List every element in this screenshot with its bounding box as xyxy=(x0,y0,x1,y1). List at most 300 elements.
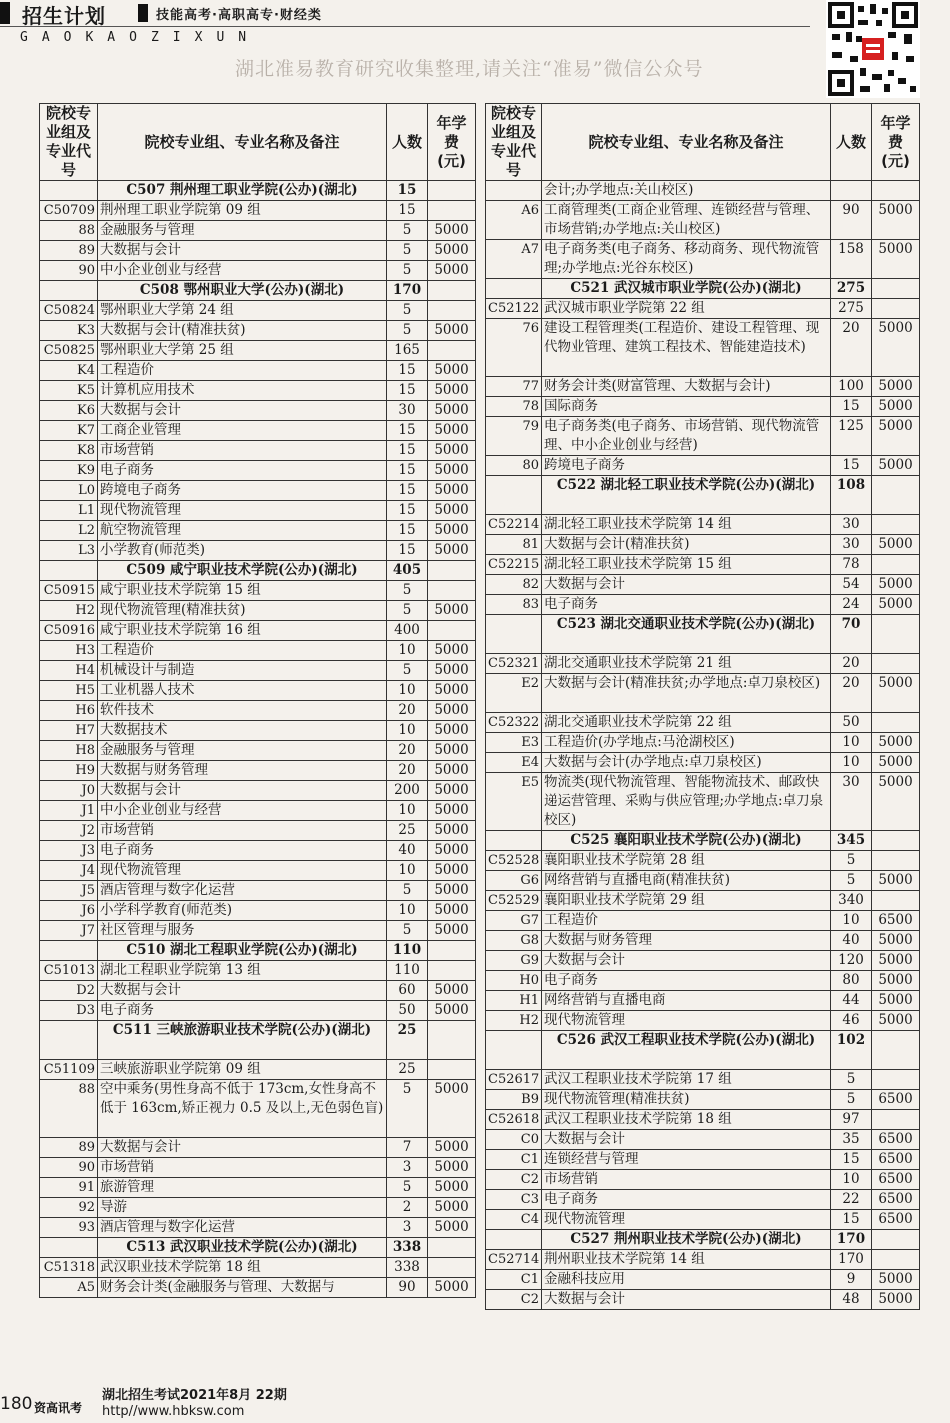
cell-name: 湖北交通职业技术学院第 21 组 xyxy=(542,654,831,674)
cell-code: C50824 xyxy=(40,301,98,321)
cell-name: 工业机器人技术 xyxy=(98,681,387,701)
cell-fee: 5000 xyxy=(428,861,476,881)
cell-name: C507 荆州理工职业学院(公办)(湖北) xyxy=(98,181,387,201)
table-row xyxy=(40,701,476,721)
cell-fee: 5000 xyxy=(428,801,476,821)
cell-code: 81 xyxy=(486,535,542,555)
page-footer xyxy=(0,1378,950,1423)
cell-name: 电子商务 xyxy=(542,595,831,615)
cell-fee: 5000 xyxy=(428,321,476,341)
cell-name: 工商企业管理 xyxy=(98,421,387,441)
cell-fee: 5000 xyxy=(428,1080,476,1138)
cell-name: 大数据与会计 xyxy=(98,981,387,1001)
cell-count: 9 xyxy=(831,1270,872,1290)
table-row xyxy=(40,321,476,341)
table-row xyxy=(486,674,920,713)
cell-count: 15 xyxy=(831,456,872,476)
cell-fee: 5000 xyxy=(872,931,920,951)
cell-count: 102 xyxy=(831,1031,872,1070)
cell-fee xyxy=(428,201,476,221)
cell-fee xyxy=(872,851,920,871)
cell-fee: 6500 xyxy=(872,911,920,931)
cell-code xyxy=(486,831,542,851)
table-row xyxy=(40,481,476,501)
cell-count: 22 xyxy=(831,1190,872,1210)
table-row xyxy=(486,201,920,240)
table-row xyxy=(486,911,920,931)
table-row xyxy=(40,721,476,741)
page-number: 180 xyxy=(0,1394,33,1414)
cell-name: 咸宁职业技术学院第 16 组 xyxy=(98,621,387,641)
table-row xyxy=(40,1198,476,1218)
cell-code: E2 xyxy=(486,674,542,713)
cell-name: 建设工程管理类(工程造价、建设工程管理、现代物业管理、建筑工程技术、智能建造技术) xyxy=(542,319,831,377)
table-row xyxy=(40,301,476,321)
cell-name: 鄂州职业大学第 24 组 xyxy=(98,301,387,321)
cell-name: 现代物流管理(精准扶贫) xyxy=(98,601,387,621)
cell-fee: 5000 xyxy=(428,461,476,481)
cell-code: C51013 xyxy=(40,961,98,981)
cell-count: 7 xyxy=(387,1138,428,1158)
cell-code: J5 xyxy=(40,881,98,901)
cell-code: K3 xyxy=(40,321,98,341)
cell-name: 襄阳职业技术学院第 29 组 xyxy=(542,891,831,911)
cell-fee: 5000 xyxy=(872,319,920,377)
cell-count: 15 xyxy=(387,441,428,461)
cell-count: 340 xyxy=(831,891,872,911)
cell-name: 小学教育(师范类) xyxy=(98,541,387,561)
cell-name: 大数据与会计(精准扶贫) xyxy=(542,535,831,555)
header-title: 招生计划 xyxy=(22,4,106,28)
table-row xyxy=(486,1150,920,1170)
cell-count: 15 xyxy=(387,481,428,501)
school-row xyxy=(40,181,476,201)
table-row xyxy=(40,981,476,1001)
cell-fee: 5000 xyxy=(872,417,920,456)
cell-count: 20 xyxy=(831,654,872,674)
cell-code: K7 xyxy=(40,421,98,441)
cell-count: 15 xyxy=(387,461,428,481)
cell-name: 计算机应用技术 xyxy=(98,381,387,401)
header-pinyin: GAOKAOZIXUN xyxy=(20,30,261,45)
cell-code xyxy=(40,941,98,961)
cell-count: 15 xyxy=(831,397,872,417)
cell-count: 338 xyxy=(387,1258,428,1278)
cell-name: 金融服务与管理 xyxy=(98,221,387,241)
cell-name: 酒店管理与数字化运营 xyxy=(98,881,387,901)
cell-name: 跨境电子商务 xyxy=(98,481,387,501)
cell-fee xyxy=(872,891,920,911)
cell-code: H6 xyxy=(40,701,98,721)
cell-fee: 5000 xyxy=(428,401,476,421)
cell-code: C52122 xyxy=(486,299,542,319)
cell-code: C1 xyxy=(486,1270,542,1290)
cell-name: 现代物流管理 xyxy=(542,1210,831,1230)
cell-count: 10 xyxy=(387,861,428,881)
cell-fee: 5000 xyxy=(872,377,920,397)
table-row xyxy=(486,417,920,456)
cell-code: C52618 xyxy=(486,1110,542,1130)
cell-code: K9 xyxy=(40,461,98,481)
cell-code: C51109 xyxy=(40,1060,98,1080)
cell-name: 电子商务 xyxy=(542,1190,831,1210)
cell-code xyxy=(40,281,98,301)
cell-count: 5 xyxy=(387,241,428,261)
table-row xyxy=(486,535,920,555)
cell-fee: 5000 xyxy=(428,381,476,401)
cell-name: 软件技术 xyxy=(98,701,387,721)
cell-name: 荆州理工职业学院第 09 组 xyxy=(98,201,387,221)
cell-fee xyxy=(872,1250,920,1270)
cell-fee: 5000 xyxy=(428,661,476,681)
cell-fee: 5000 xyxy=(428,981,476,1001)
cell-count: 2 xyxy=(387,1198,428,1218)
cell-code: E5 xyxy=(486,773,542,831)
table-row xyxy=(40,661,476,681)
cell-code xyxy=(486,1031,542,1070)
cell-name: C526 武汉工程职业技术学院(公办)(湖北) xyxy=(542,1031,831,1070)
cell-count: 15 xyxy=(387,521,428,541)
cell-fee: 6500 xyxy=(872,1150,920,1170)
cell-fee xyxy=(872,299,920,319)
cell-count: 3 xyxy=(387,1218,428,1238)
cell-count: 78 xyxy=(831,555,872,575)
cell-count: 15 xyxy=(387,421,428,441)
cell-name: 大数据与会计(精准扶贫;办学地点:卓刀泉校区) xyxy=(542,674,831,713)
enrollment-table-left xyxy=(39,103,476,1298)
cell-code: 79 xyxy=(486,417,542,456)
cell-count: 20 xyxy=(387,741,428,761)
cell-code: C51318 xyxy=(40,1258,98,1278)
cell-code: C52617 xyxy=(486,1070,542,1090)
cell-code: C52215 xyxy=(486,555,542,575)
cell-fee: 6500 xyxy=(872,1170,920,1190)
cell-fee: 6500 xyxy=(872,1210,920,1230)
table-row xyxy=(40,841,476,861)
cell-code: K8 xyxy=(40,441,98,461)
cell-fee xyxy=(428,281,476,301)
cell-code: C52529 xyxy=(486,891,542,911)
col-header-code: 院校专业组及专业代号 xyxy=(40,104,98,181)
cell-count: 165 xyxy=(387,341,428,361)
cell-count: 10 xyxy=(831,911,872,931)
cell-code: C50709 xyxy=(40,201,98,221)
cell-count: 5 xyxy=(387,301,428,321)
cell-code: C50916 xyxy=(40,621,98,641)
cell-name: 武汉城市职业学院第 22 组 xyxy=(542,299,831,319)
cell-count: 25 xyxy=(387,1060,428,1080)
cell-code: 90 xyxy=(40,1158,98,1178)
cell-fee xyxy=(872,476,920,515)
cell-code: C52528 xyxy=(486,851,542,871)
cell-count: 5 xyxy=(387,321,428,341)
cell-fee xyxy=(872,654,920,674)
cell-fee xyxy=(428,1060,476,1080)
cell-code: C50825 xyxy=(40,341,98,361)
table-row xyxy=(486,595,920,615)
cell-count: 275 xyxy=(831,299,872,319)
cell-count: 15 xyxy=(387,381,428,401)
cell-fee: 5000 xyxy=(428,541,476,561)
header-rule xyxy=(0,26,810,27)
cell-code: H8 xyxy=(40,741,98,761)
cell-name: 金融科技应用 xyxy=(542,1270,831,1290)
magazine-logo xyxy=(34,1382,86,1420)
cell-count: 3 xyxy=(387,1158,428,1178)
table-row xyxy=(40,881,476,901)
table-row xyxy=(486,971,920,991)
cell-name: 武汉职业技术学院第 18 组 xyxy=(98,1258,387,1278)
cell-name: 市场营销 xyxy=(98,821,387,841)
cell-count: 40 xyxy=(387,841,428,861)
cell-fee: 5000 xyxy=(872,575,920,595)
cell-fee: 5000 xyxy=(872,871,920,891)
cell-name: 湖北轻工职业技术学院第 14 组 xyxy=(542,515,831,535)
cell-fee: 5000 xyxy=(428,701,476,721)
table-row xyxy=(40,521,476,541)
cell-code: 89 xyxy=(40,241,98,261)
cell-name: 大数据技术 xyxy=(98,721,387,741)
cell-name: 襄阳职业技术学院第 28 组 xyxy=(542,851,831,871)
table-row xyxy=(486,1110,920,1130)
col-header-code: 院校专业组及专业代号 xyxy=(486,104,542,181)
cell-count: 46 xyxy=(831,1011,872,1031)
header-subtitle: 技能高考·高职高专·财经类 xyxy=(156,8,322,23)
cell-fee: 5000 xyxy=(428,741,476,761)
cell-count: 15 xyxy=(387,181,428,201)
cell-name: 金融服务与管理 xyxy=(98,741,387,761)
cell-code: 76 xyxy=(486,319,542,377)
cell-fee: 5000 xyxy=(428,781,476,801)
table-row xyxy=(40,1278,476,1298)
cell-fee xyxy=(872,713,920,733)
cell-name: 武汉工程职业技术学院第 18 组 xyxy=(542,1110,831,1130)
cell-fee: 5000 xyxy=(428,761,476,781)
cell-name: 武汉工程职业技术学院第 17 组 xyxy=(542,1070,831,1090)
cell-fee xyxy=(428,181,476,201)
table-row xyxy=(486,733,920,753)
cell-code: J6 xyxy=(40,901,98,921)
table-row xyxy=(486,299,920,319)
school-row xyxy=(40,561,476,581)
cell-count: 70 xyxy=(831,615,872,654)
cell-name: 中小企业创业与经营 xyxy=(98,261,387,281)
table-row xyxy=(40,641,476,661)
cell-count: 5 xyxy=(387,881,428,901)
col-header-fee: 年学费(元) xyxy=(872,104,920,181)
cell-count: 50 xyxy=(831,713,872,733)
table-row xyxy=(486,575,920,595)
table-row xyxy=(40,601,476,621)
cell-name: 市场营销 xyxy=(542,1170,831,1190)
cell-name: 市场营销 xyxy=(98,441,387,461)
table-row xyxy=(486,555,920,575)
cell-count: 10 xyxy=(831,753,872,773)
table-row xyxy=(40,261,476,281)
cell-count: 97 xyxy=(831,1110,872,1130)
cell-name: 大数据与财务管理 xyxy=(98,761,387,781)
cell-count: 200 xyxy=(387,781,428,801)
cell-code xyxy=(486,181,542,201)
table-row xyxy=(40,781,476,801)
watermark-text: 湖北准易教育研究收集整理,请关注“准易”微信公众号 xyxy=(235,58,704,80)
table-row xyxy=(486,951,920,971)
cell-count: 5 xyxy=(831,871,872,891)
table-row xyxy=(486,753,920,773)
cell-code: C3 xyxy=(486,1190,542,1210)
cell-fee xyxy=(428,961,476,981)
table-row xyxy=(40,401,476,421)
cell-code: J7 xyxy=(40,921,98,941)
cell-name: 航空物流管理 xyxy=(98,521,387,541)
table-row xyxy=(40,1158,476,1178)
table-row xyxy=(486,1190,920,1210)
table-row xyxy=(40,1258,476,1278)
cell-code: K5 xyxy=(40,381,98,401)
cell-count: 90 xyxy=(831,201,872,240)
cell-name: 电子商务类(电子商务、市场营销、现代物流管理、中小企业创业与经营) xyxy=(542,417,831,456)
cell-code: 92 xyxy=(40,1198,98,1218)
cell-count: 30 xyxy=(831,535,872,555)
header-bar xyxy=(0,2,10,24)
cell-code: H7 xyxy=(40,721,98,741)
cell-code: J3 xyxy=(40,841,98,861)
table-row xyxy=(40,201,476,221)
cell-count: 25 xyxy=(387,821,428,841)
cell-count: 15 xyxy=(387,361,428,381)
col-header-count: 人数 xyxy=(831,104,872,181)
cell-fee xyxy=(872,615,920,654)
cell-count: 170 xyxy=(387,281,428,301)
cell-fee xyxy=(872,1031,920,1070)
cell-code: E4 xyxy=(486,753,542,773)
cell-fee xyxy=(872,1070,920,1090)
cell-fee xyxy=(872,181,920,201)
cell-name: 网络营销与直播电商 xyxy=(542,991,831,1011)
cell-count: 125 xyxy=(831,417,872,456)
cell-code: E3 xyxy=(486,733,542,753)
cell-code: C52714 xyxy=(486,1250,542,1270)
table-row xyxy=(40,681,476,701)
cell-count: 5 xyxy=(387,221,428,241)
table-row xyxy=(40,541,476,561)
cell-name: 电子商务 xyxy=(98,841,387,861)
school-row xyxy=(486,1031,920,1070)
cell-code: 80 xyxy=(486,456,542,476)
cell-count: 24 xyxy=(831,595,872,615)
cell-code: 88 xyxy=(40,1080,98,1138)
cell-code xyxy=(486,279,542,299)
cell-code: C52322 xyxy=(486,713,542,733)
table-row xyxy=(486,1130,920,1150)
cell-code: H1 xyxy=(486,991,542,1011)
school-row xyxy=(486,476,920,515)
cell-count: 30 xyxy=(831,515,872,535)
table-row xyxy=(486,1070,920,1090)
school-row xyxy=(486,615,920,654)
cell-code: K4 xyxy=(40,361,98,381)
cell-count: 20 xyxy=(387,761,428,781)
table-row xyxy=(486,931,920,951)
cell-name: 现代物流管理 xyxy=(98,861,387,881)
cell-name: C508 鄂州职业大学(公办)(湖北) xyxy=(98,281,387,301)
table-header-row xyxy=(486,104,920,181)
cell-name: 大数据与会计 xyxy=(98,1138,387,1158)
cell-code: D2 xyxy=(40,981,98,1001)
table-row xyxy=(486,1210,920,1230)
cell-fee: 5000 xyxy=(428,721,476,741)
cell-code: 90 xyxy=(40,261,98,281)
cell-code: C4 xyxy=(486,1210,542,1230)
cell-fee: 5000 xyxy=(428,1198,476,1218)
cell-count: 10 xyxy=(831,733,872,753)
cell-fee: 5000 xyxy=(872,397,920,417)
cell-code: J0 xyxy=(40,781,98,801)
cell-code xyxy=(486,476,542,515)
cell-name: 电子商务 xyxy=(542,971,831,991)
cell-count: 44 xyxy=(831,991,872,1011)
cell-count: 158 xyxy=(831,240,872,279)
cell-count: 5 xyxy=(831,851,872,871)
cell-count: 100 xyxy=(831,377,872,397)
cell-fee xyxy=(428,341,476,361)
cell-code: 82 xyxy=(486,575,542,595)
cell-name: C510 湖北工程职业学院(公办)(湖北) xyxy=(98,941,387,961)
cell-fee: 5000 xyxy=(428,921,476,941)
school-row xyxy=(486,279,920,299)
cell-count: 10 xyxy=(387,901,428,921)
cell-code: 91 xyxy=(40,1178,98,1198)
cell-fee: 5000 xyxy=(428,441,476,461)
table-row xyxy=(40,241,476,261)
cell-code xyxy=(40,1238,98,1258)
cell-fee xyxy=(428,561,476,581)
cell-code: G6 xyxy=(486,871,542,891)
table-row xyxy=(486,377,920,397)
cell-fee: 5000 xyxy=(428,1158,476,1178)
table-row xyxy=(486,871,920,891)
cell-fee: 6500 xyxy=(872,1130,920,1150)
cell-fee: 5000 xyxy=(428,601,476,621)
cell-fee: 5000 xyxy=(428,901,476,921)
cell-fee xyxy=(872,515,920,535)
cell-fee: 5000 xyxy=(872,674,920,713)
cell-fee xyxy=(428,581,476,601)
cell-name: 大数据与财务管理 xyxy=(542,931,831,951)
cell-name: 荆州职业技术学院第 14 组 xyxy=(542,1250,831,1270)
cell-name: C509 咸宁职业技术学院(公办)(湖北) xyxy=(98,561,387,581)
cell-count: 15 xyxy=(831,1210,872,1230)
cell-name: C511 三峡旅游职业技术学院(公办)(湖北) xyxy=(98,1021,387,1060)
cell-name: 酒店管理与数字化运营 xyxy=(98,1218,387,1238)
table-row xyxy=(40,1138,476,1158)
cell-count: 170 xyxy=(831,1250,872,1270)
cell-code: L2 xyxy=(40,521,98,541)
cell-name: 大数据与会计 xyxy=(542,951,831,971)
table-row xyxy=(40,921,476,941)
table-row xyxy=(40,1001,476,1021)
cell-fee: 5000 xyxy=(872,733,920,753)
cell-count xyxy=(831,181,872,201)
cell-name: 现代物流管理 xyxy=(98,501,387,521)
cell-fee: 5000 xyxy=(428,481,476,501)
table-row xyxy=(486,1290,920,1310)
cell-code: G7 xyxy=(486,911,542,931)
cell-fee: 5000 xyxy=(428,1178,476,1198)
cell-code xyxy=(40,181,98,201)
cell-code xyxy=(486,1230,542,1250)
table-row xyxy=(40,341,476,361)
